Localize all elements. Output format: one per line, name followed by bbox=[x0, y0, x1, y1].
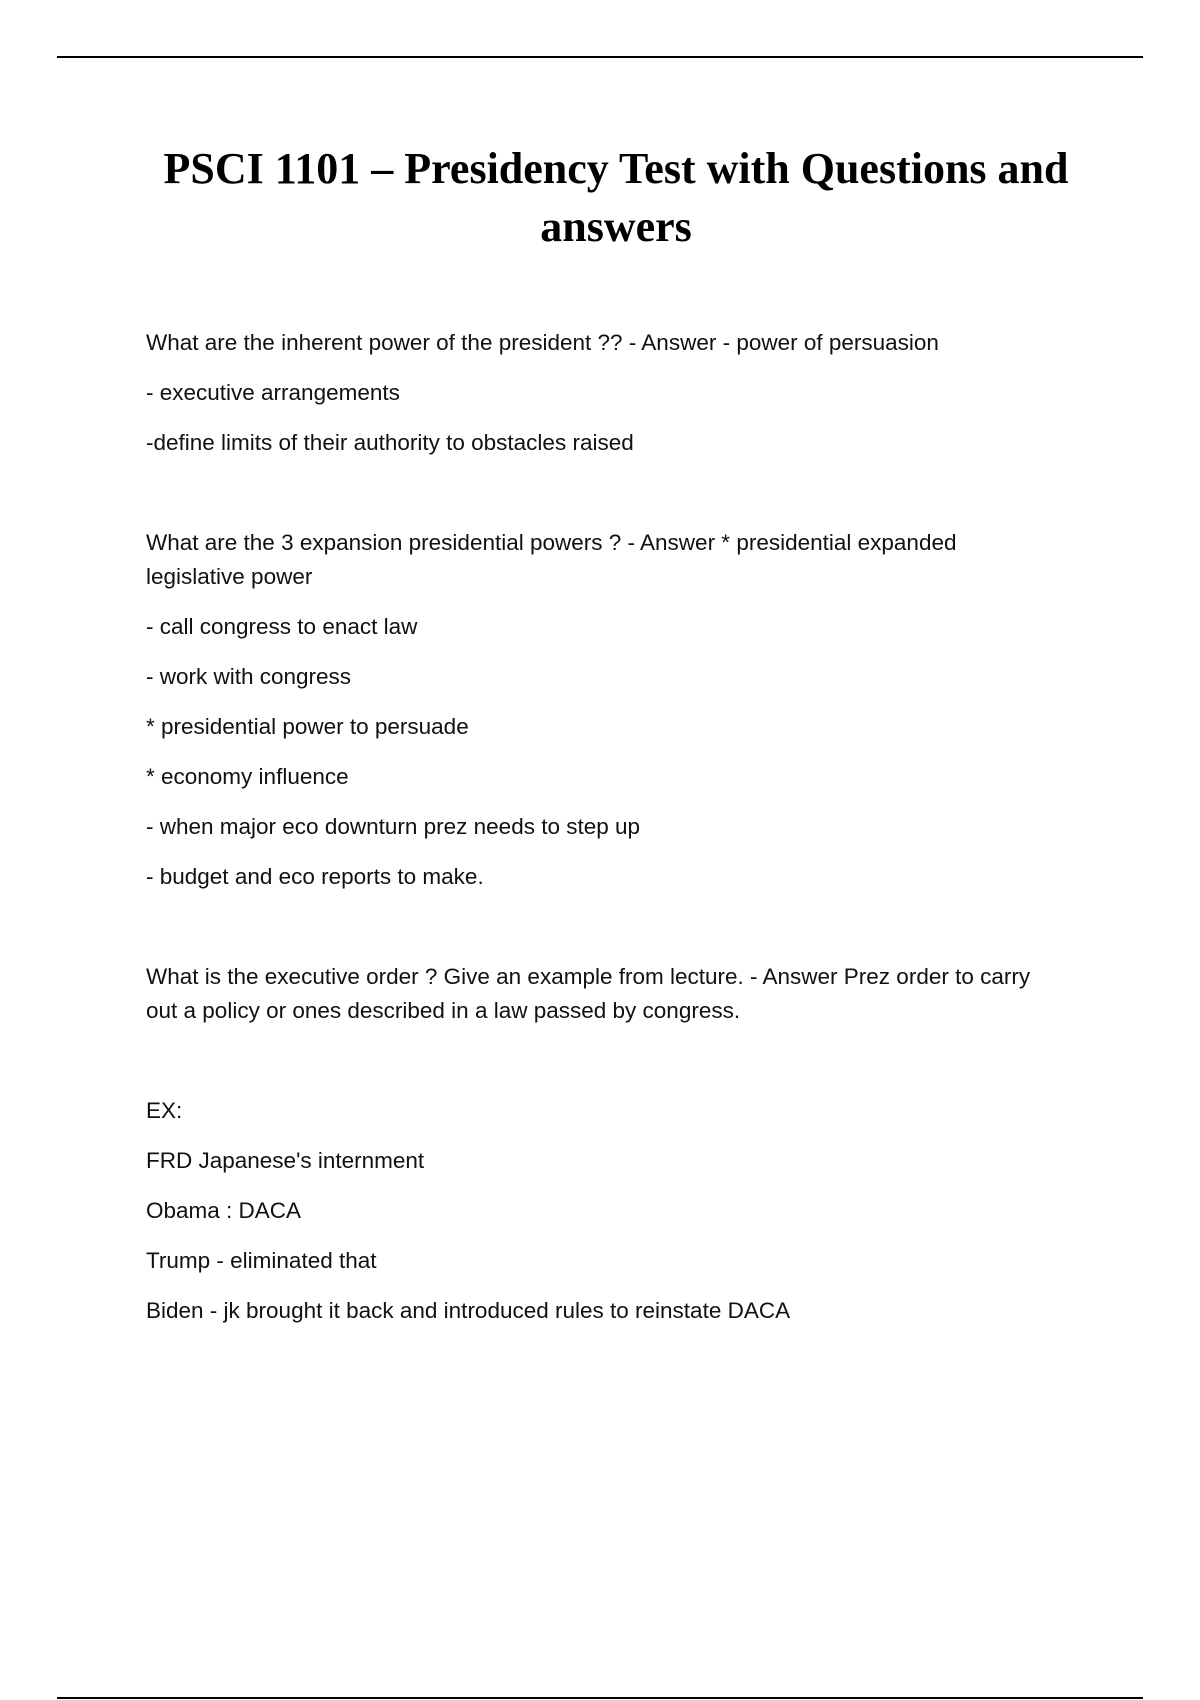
document-title: PSCI 1101 – Presidency Test with Questions and answers bbox=[163, 144, 1069, 251]
answer-list-item: * economy influence bbox=[146, 764, 349, 789]
example-item: Trump - eliminated that bbox=[146, 1248, 377, 1273]
document-body bbox=[146, 326, 1046, 1344]
answer-list-item: - executive arrangements bbox=[146, 380, 400, 405]
qa-section-inherent-powers bbox=[146, 326, 1046, 460]
question-answer-text: What is the executive order ? Give an example from lecture. - Answer Prez order to carry out a policy or ones described in a law passed by congress. bbox=[146, 964, 1031, 1023]
qa-section-expansion-powers bbox=[146, 526, 1046, 894]
answer-list-item: - work with congress bbox=[146, 664, 352, 689]
answer-list-item: - when major eco downturn prez needs to step up bbox=[146, 814, 641, 839]
bottom-rule bbox=[57, 1697, 1143, 1699]
example-item: Obama : DACA bbox=[146, 1198, 302, 1223]
section-spacer bbox=[146, 1044, 1046, 1094]
answer-list-item: - budget and eco reports to make. bbox=[146, 864, 484, 889]
example-item: Biden - jk brought it back and introduced rules to reinstate DACA bbox=[146, 1298, 791, 1323]
examples-heading: EX: bbox=[146, 1098, 183, 1123]
example-item: FRD Japanese's internment bbox=[146, 1148, 425, 1173]
examples-section bbox=[146, 1094, 1046, 1328]
answer-list-item: - call congress to enact law bbox=[146, 614, 418, 639]
question-answer-text: What are the 3 expansion presidential powers ? - Answer * presidential expanded legislative power bbox=[146, 530, 957, 589]
question-answer-text: What are the inherent power of the president ?? - Answer - power of persuasion bbox=[146, 330, 939, 355]
answer-list-item: * presidential power to persuade bbox=[146, 714, 469, 739]
qa-section-executive-order bbox=[146, 960, 1046, 1028]
section-spacer bbox=[146, 476, 1046, 526]
answer-list-item: -define limits of their authority to obstacles raised bbox=[146, 430, 634, 455]
top-rule bbox=[57, 56, 1143, 58]
section-spacer bbox=[146, 910, 1046, 960]
